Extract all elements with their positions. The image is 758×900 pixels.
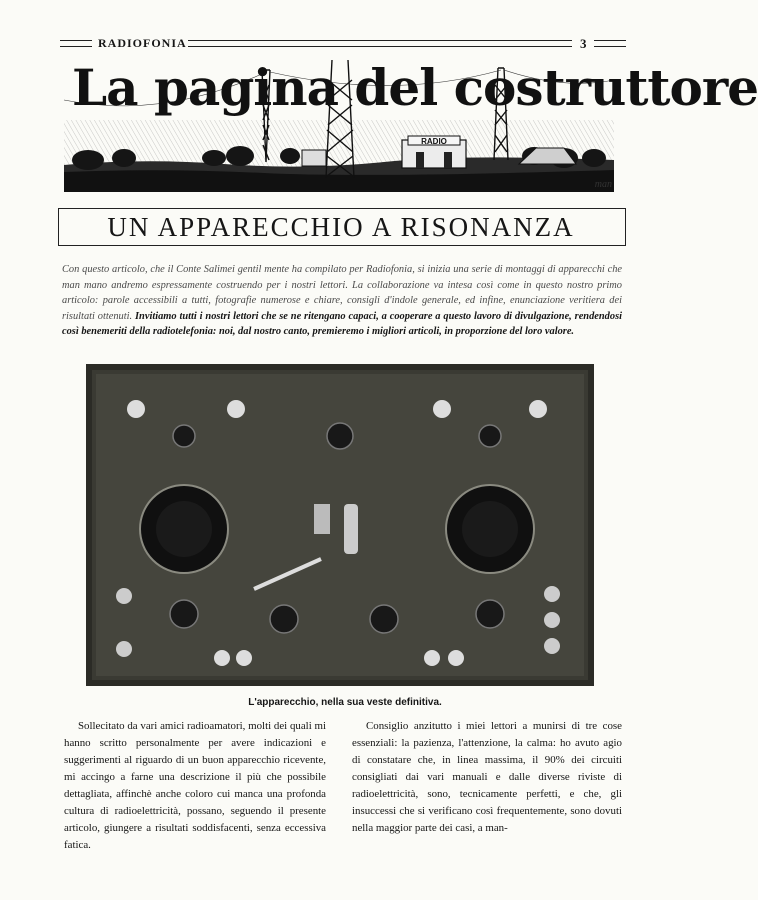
header-rule-middle xyxy=(188,40,572,47)
intro-paragraph-1: Con questo articolo, che il Conte Salimei gentil mente ha compilato per Radiofonia, si inizia una serie di montaggi di apparecchi che man mano andremo espressamente costruendo per i nostri lettori. La collaborazione va intesa così come in questo nostro primo articolo: parole accessibili a tutti, fotografie numerose e chiare, consigli d'indole generale, ed infine, enunciazione veritiera dei risultati ottenuti. xyxy=(62,264,622,322)
intro-paragraph-2: Invitiamo tutti i nostri lettori che se ne ritengano capaci, a cooperare a questo lavoro di divulgazione, rendendosi così benemeriti della radiotelefonia: noi, dal nostro canto, premieremo i migliori articoli, in proporzione del loro valore. xyxy=(62,310,622,337)
illustrated-banner xyxy=(64,58,758,192)
editorial-intro xyxy=(62,262,622,340)
artist-signature: man xyxy=(594,179,612,190)
apparatus-photo xyxy=(86,364,594,686)
article-headline: UN APPARECCHIO A RISONANZA xyxy=(107,212,575,242)
banner-title: La pagina del costruttore xyxy=(72,58,758,117)
body-paragraph: Sollecitato da vari amici radioamatori, molti dei quali mi hanno scritto personalmente per avere indicazioni e suggerimenti al riguardo di un buon apparecchio ricevente, mi accingo a farne una descrizione il più che possibile dettagliata, affinchè anche coloro cui manca una profonda cultura di radioelettricità, possano, seguendo il presente articolo, giungere a risultati soddisfacenti, senza eccessiva fatica. xyxy=(64,720,326,851)
body-column-left xyxy=(64,718,326,854)
header-rule-left xyxy=(60,40,92,47)
section-title: RADIOFONIA xyxy=(98,36,187,50)
body-paragraph: Consiglio anzitutto i miei lettori a munirsi di tre cose essenziali: la pazienza, l'attenzione, la calma: ho avuto agio di constatare che, in linea massima, il 90% dei circuiti consigliati dai vari manuali e dalle diverse riviste di radioelettricità, sono, tecnicamente perfetti, e che, gli insuccessi che si verificano così frequentemente, sono dovuti nella maggior parte dei casi, a man- xyxy=(352,720,622,834)
radio-sign: RADIO xyxy=(421,137,447,146)
body-column-right xyxy=(352,718,622,837)
running-header xyxy=(60,36,626,52)
header-rule-right xyxy=(594,40,626,47)
page-number: 3 xyxy=(580,36,587,51)
photo-caption: L'apparecchio, nella sua veste definitiva. xyxy=(248,697,442,708)
